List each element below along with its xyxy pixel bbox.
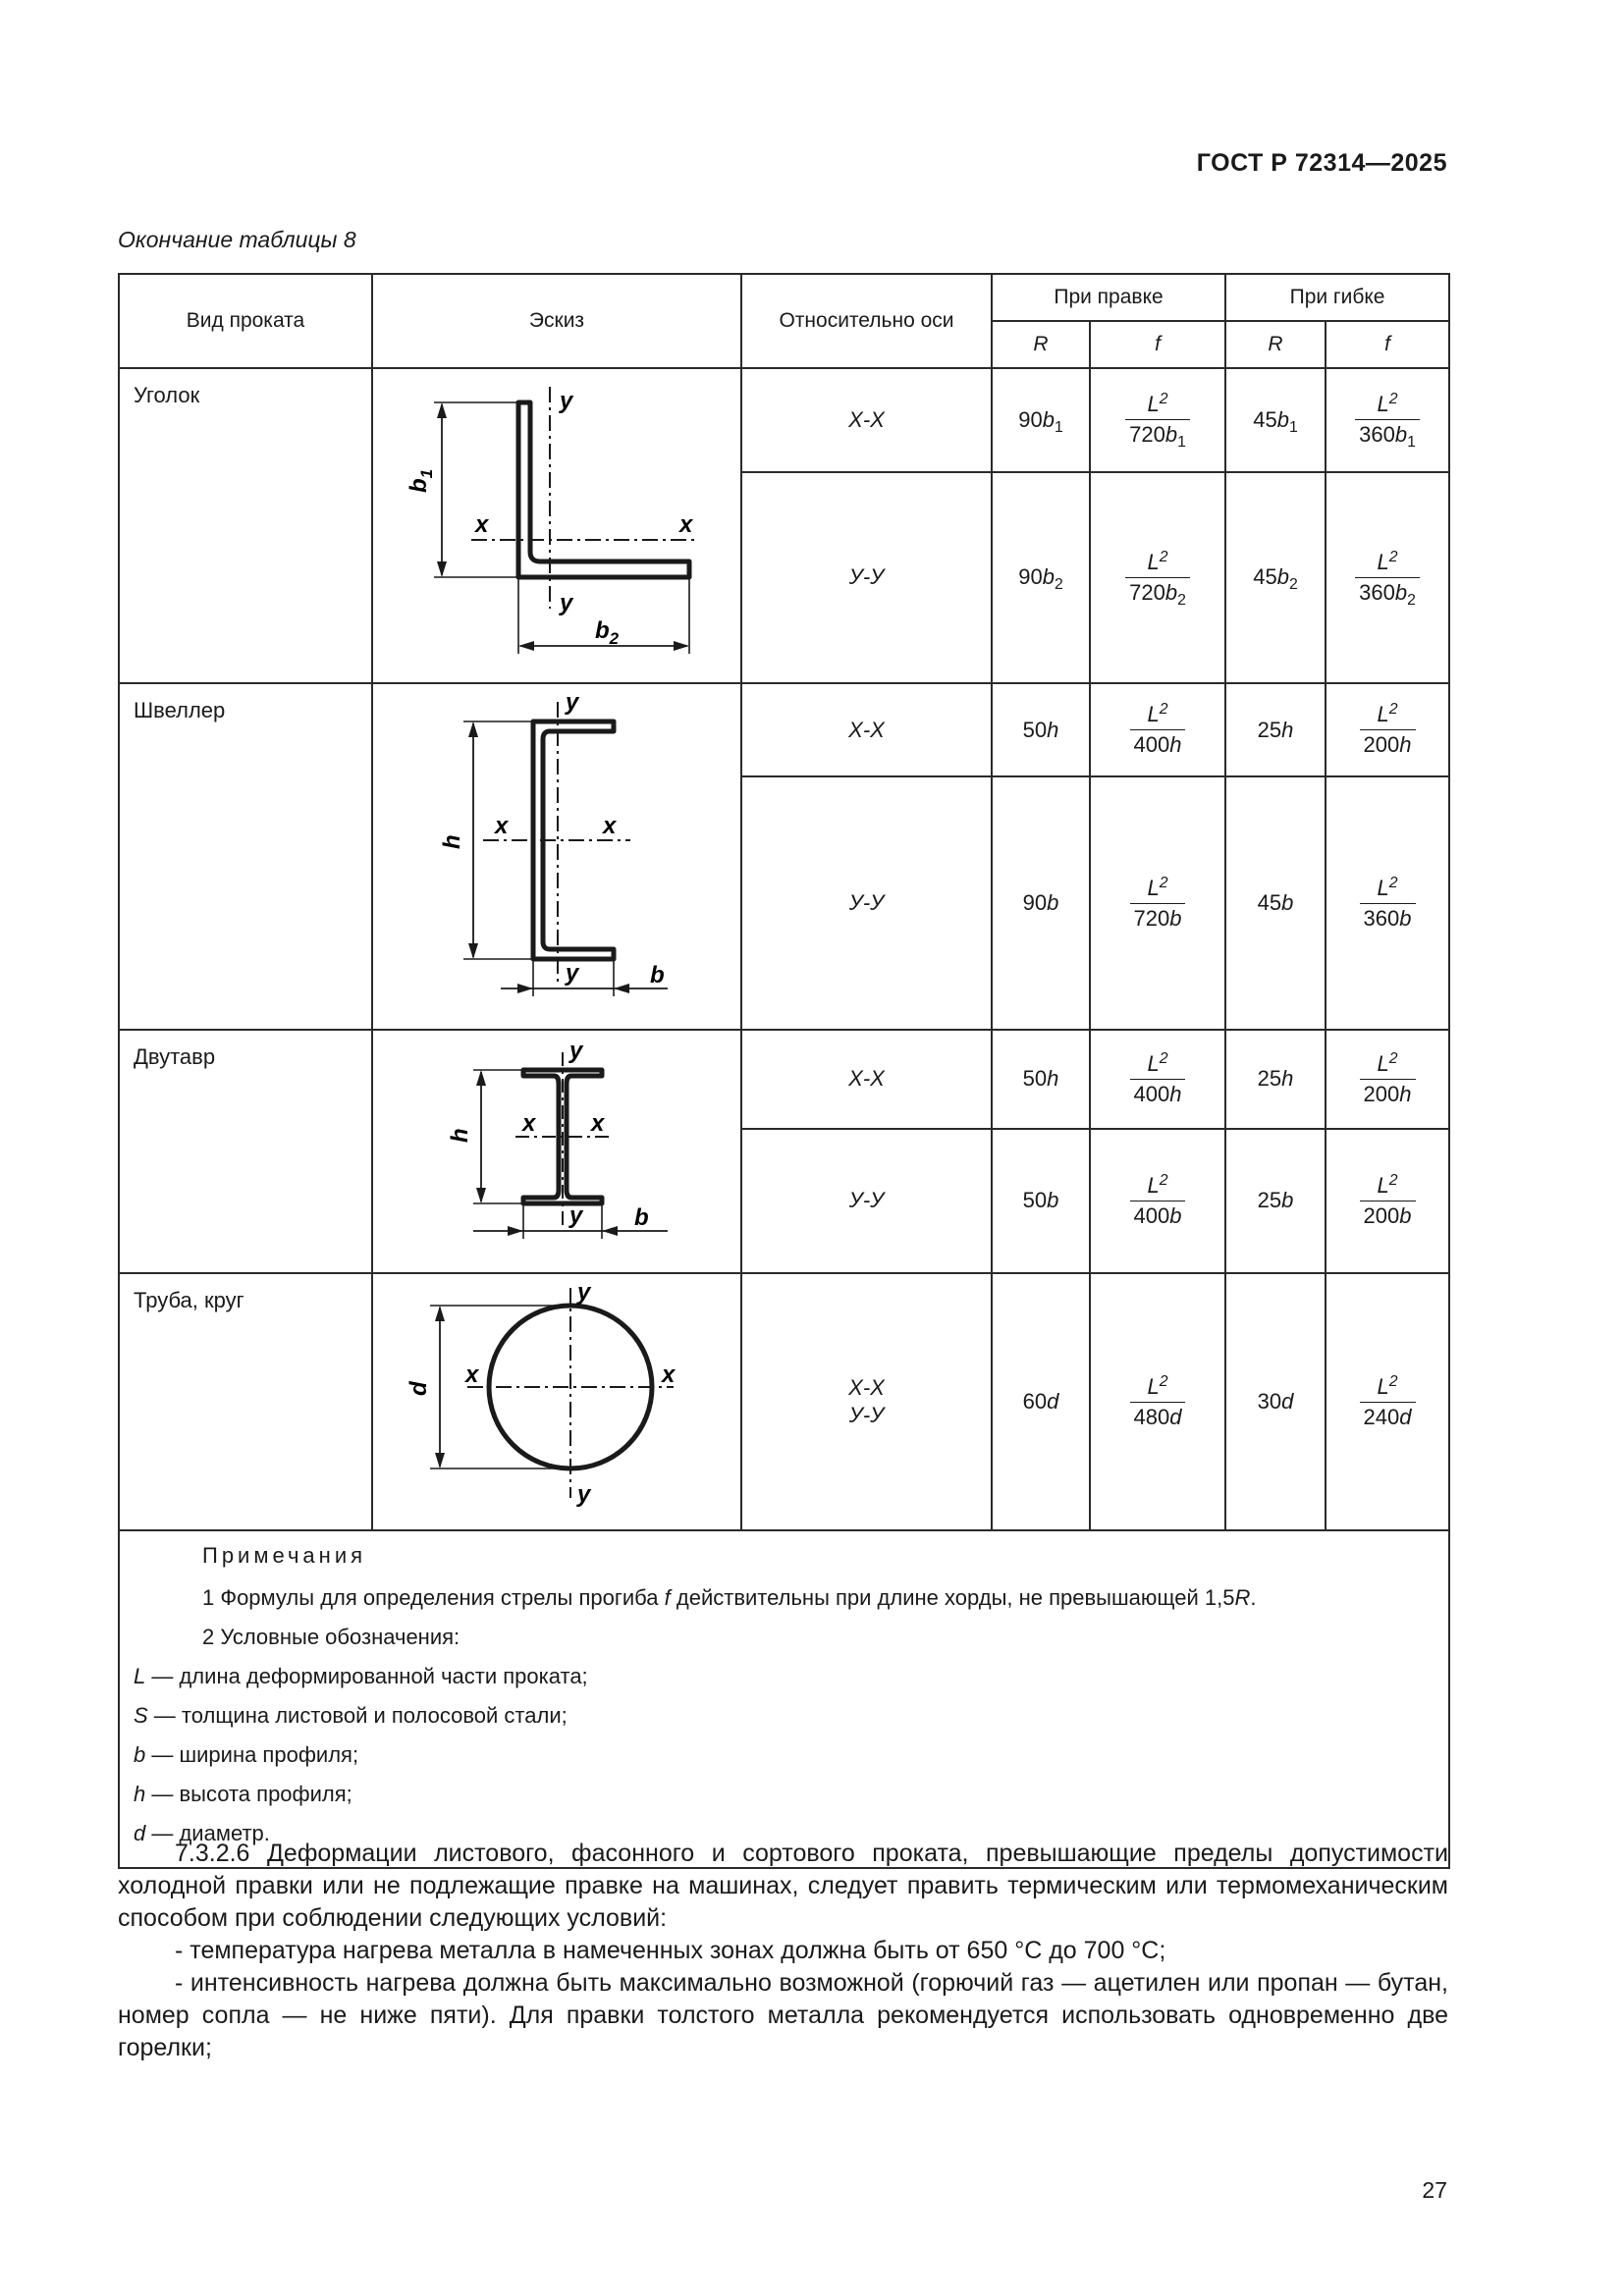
- ibeam-yy-R-bend: [1225, 1129, 1326, 1273]
- formula-denominator: 200h: [1363, 1081, 1412, 1106]
- channel-yy-R-straight: [992, 776, 1090, 1030]
- channel-xx-R-straight-value: 50h: [1022, 717, 1059, 742]
- channel-label-h: h: [439, 834, 465, 849]
- channel-yy-f-straight: [1090, 776, 1225, 1030]
- formula-denominator: $720b_2$: [1129, 579, 1186, 609]
- formula-denominator: 400b: [1133, 1202, 1182, 1228]
- formula: [1355, 548, 1420, 609]
- ibeam-yy-R-straight: [992, 1129, 1090, 1273]
- document-code: ГОСТ Р 72314—2025: [1196, 149, 1447, 177]
- pipe-label-x-left: x: [465, 1362, 479, 1388]
- table-row: [119, 1273, 1449, 1530]
- ibeam-axis-xx: X-X: [741, 1030, 992, 1129]
- pipe-label-x-right: x: [662, 1362, 676, 1388]
- angle-xx-R-straight-value: $90b_1$: [1018, 406, 1063, 436]
- pipe-axis-xx: X-X: [848, 1375, 885, 1400]
- angle-yy-R-bend: [1225, 472, 1326, 683]
- ibeam-xx-R-bend: [1225, 1030, 1326, 1129]
- formula-denominator: 400h: [1133, 1081, 1182, 1106]
- pipe-section-diagram: [373, 1274, 742, 1523]
- ibeam-label-x-left: x: [522, 1110, 536, 1137]
- angle-label-b2: $b_2$: [595, 617, 620, 648]
- channel-xx-R-bend-value: 25h: [1257, 717, 1294, 742]
- formula-numerator: $L^2$: [1377, 1172, 1398, 1198]
- ibeam-axis-yy: У-У: [741, 1129, 992, 1273]
- angle-label-y-bottom: y: [560, 590, 573, 616]
- channel-xx-R-bend: [1225, 683, 1326, 776]
- formula-numerator: $L^2$: [1147, 701, 1168, 727]
- channel-sketch: [372, 683, 741, 1030]
- ibeam-label-y-bottom: y: [569, 1202, 583, 1229]
- channel-label-y-bottom: y: [566, 960, 579, 987]
- channel-label-y-top: y: [566, 689, 579, 716]
- channel-axis-yy: У-У: [741, 776, 992, 1030]
- header-type: Вид проката: [119, 274, 372, 368]
- pipe-f-bend: [1326, 1273, 1449, 1530]
- channel-label-b: b: [650, 962, 665, 988]
- formula: [1360, 876, 1416, 932]
- formula-numerator: $L^2$: [1147, 874, 1168, 900]
- ibeam-xx-R-straight-value: 50h: [1022, 1066, 1059, 1092]
- header-sketch: Эскиз: [372, 274, 741, 368]
- angle-label-x-left: x: [475, 511, 489, 538]
- formula-numerator: $L^2$: [1147, 1372, 1168, 1399]
- pipe-label-y-top: y: [577, 1279, 591, 1306]
- formula: [1130, 702, 1186, 758]
- channel-yy-f-bend: [1326, 776, 1449, 1030]
- channel-xx-f-bend: [1326, 683, 1449, 776]
- formula: [1130, 1374, 1186, 1430]
- note-1: 1 Формулы для определения стрелы прогиба f действительны при длине хорды, не превышающей 1,5R.: [202, 1585, 1257, 1610]
- table-row: [119, 683, 1449, 776]
- formula: [1360, 1173, 1416, 1229]
- formula: [1360, 702, 1416, 758]
- subheader-R-bend: R: [1225, 321, 1326, 368]
- angle-axis-yy: У-У: [741, 472, 992, 683]
- note-def-h: h — высота профиля;: [134, 1782, 352, 1806]
- ibeam-yy-f-bend: [1326, 1129, 1449, 1273]
- ibeam-label-x-right: x: [591, 1110, 605, 1137]
- row-ibeam-name: Двутавр: [119, 1030, 372, 1273]
- table-row: [119, 1030, 1449, 1129]
- ibeam-yy-R-straight-value: 50b: [1022, 1188, 1059, 1213]
- header-straightening: При правке: [992, 274, 1225, 321]
- formula: [1125, 391, 1190, 452]
- angle-xx-R-bend-value: $45b_1$: [1253, 406, 1298, 436]
- notes-title: Примечания: [202, 1543, 367, 1568]
- angle-xx-R-straight: [992, 368, 1090, 472]
- body-text: [118, 1838, 1448, 2064]
- note-def-L: L — длина деформированной части проката;: [134, 1664, 588, 1688]
- channel-axis-xx: X-X: [741, 683, 992, 776]
- row-channel-name: Швеллер: [119, 683, 372, 1030]
- row-angle-name: Уголок: [119, 368, 372, 683]
- formula: [1355, 391, 1420, 452]
- formula: [1130, 1173, 1186, 1229]
- ibeam-label-b: b: [634, 1204, 649, 1231]
- note-def-b: b — ширина профиля;: [134, 1742, 359, 1767]
- subheader-f-bend: f: [1326, 321, 1449, 368]
- formula: [1130, 876, 1186, 932]
- formula: [1125, 548, 1190, 609]
- formula-denominator: 720b: [1133, 905, 1182, 931]
- ibeam-xx-f-straight: [1090, 1030, 1225, 1129]
- subheader-R-straight: R: [992, 321, 1090, 368]
- formula-denominator: 480d: [1133, 1404, 1182, 1429]
- pipe-R-straight-value: 60d: [1022, 1389, 1059, 1414]
- pipe-R-bend: [1225, 1273, 1326, 1530]
- angle-label-b1: $b_1$: [406, 468, 436, 493]
- formula-denominator: $360b_1$: [1359, 422, 1416, 452]
- channel-yy-R-straight-value: 90b: [1022, 890, 1059, 916]
- header-axis: Относительно оси: [741, 274, 992, 368]
- ibeam-yy-R-bend-value: 25b: [1257, 1188, 1294, 1213]
- pipe-sketch: [372, 1273, 741, 1530]
- pipe-f-straight: [1090, 1273, 1225, 1530]
- note-def-d: d — диаметр.: [134, 1821, 270, 1845]
- angle-yy-f-straight: [1090, 472, 1225, 683]
- formula-denominator: 240d: [1363, 1404, 1412, 1429]
- channel-xx-f-straight: [1090, 683, 1225, 776]
- formula-numerator: $L^2$: [1377, 548, 1398, 574]
- pipe-label-d: d: [406, 1381, 432, 1396]
- angle-label-x-right: x: [679, 511, 693, 538]
- pipe-axis-yy: У-У: [848, 1403, 885, 1427]
- angle-sketch: [372, 368, 741, 683]
- channel-label-x-right: x: [603, 813, 617, 839]
- formula-numerator: $L^2$: [1147, 548, 1168, 574]
- bullet-temperature: - температура нагрева металла в намеченных зонах должна быть от 650 °С до 700 °С;: [175, 1937, 1166, 1964]
- formula-numerator: $L^2$: [1377, 874, 1398, 900]
- pipe-R-bend-value: 30d: [1257, 1389, 1294, 1414]
- angle-axis-xx: X-X: [741, 368, 992, 472]
- ibeam-sketch: [372, 1030, 741, 1273]
- channel-section-diagram: [373, 684, 742, 1023]
- ibeam-xx-R-bend-value: 25h: [1257, 1066, 1294, 1092]
- ibeam-section-diagram: [373, 1031, 742, 1266]
- formula-denominator: 360b: [1363, 905, 1412, 931]
- angle-yy-R-bend-value: $45b_2$: [1253, 564, 1298, 594]
- ibeam-xx-R-straight: [992, 1030, 1090, 1129]
- formula-denominator: $720b_1$: [1129, 422, 1186, 452]
- angle-xx-f-straight: [1090, 368, 1225, 472]
- formula-numerator: $L^2$: [1147, 391, 1168, 417]
- angle-section-diagram: [373, 369, 742, 676]
- formula-numerator: $L^2$: [1377, 1050, 1398, 1076]
- angle-yy-R-straight: [992, 472, 1090, 683]
- channel-xx-R-straight: [992, 683, 1090, 776]
- formula-denominator: 200b: [1363, 1202, 1412, 1228]
- table-notes: [119, 1530, 1449, 1868]
- angle-xx-R-bend: [1225, 368, 1326, 472]
- note-def-S: S — толщина листовой и полосовой стали;: [134, 1703, 568, 1728]
- channel-yy-R-bend: [1225, 776, 1326, 1030]
- table-row: [119, 368, 1449, 472]
- page-number: 27: [1422, 2177, 1447, 2203]
- note-2: 2 Условные обозначения:: [202, 1625, 460, 1649]
- formula-denominator: 400h: [1133, 732, 1182, 758]
- formula-numerator: $L^2$: [1377, 391, 1398, 417]
- angle-yy-R-straight-value: $90b_2$: [1018, 564, 1063, 594]
- ibeam-yy-f-straight: [1090, 1129, 1225, 1273]
- subheader-f-straight: f: [1090, 321, 1225, 368]
- formula: [1360, 1051, 1416, 1107]
- formula-numerator: $L^2$: [1147, 1172, 1168, 1198]
- channel-yy-R-bend-value: 45b: [1257, 890, 1294, 916]
- row-pipe-name: Труба, круг: [119, 1273, 372, 1530]
- pipe-axes: [741, 1273, 992, 1530]
- header-bending: При гибке: [1225, 274, 1449, 321]
- ibeam-xx-f-bend: [1326, 1030, 1449, 1129]
- pipe-label-y-bottom: y: [577, 1481, 591, 1508]
- formula: [1360, 1374, 1416, 1430]
- paragraph-7-3-2-6: 7.3.2.6 Деформации листового, фасонного и сортового проката, превышающие пределы допустимости холодной правки или не подлежащие правке на машинах, следует править термическим или термомеханическим способом при соблюдении следующих условий:: [118, 1840, 1448, 1932]
- channel-label-x-left: x: [495, 813, 509, 839]
- table-caption: Окончание таблицы 8: [118, 227, 356, 252]
- ibeam-label-y-top: y: [569, 1038, 583, 1064]
- bullet-intensity: - интенсивность нагрева должна быть максимально возможной (горючий газ — ацетилен или пропан — бутан, номер сопла — не ниже пяти). Для правки толстого металла рекомендуется использовать одновременно две горелки;: [118, 1969, 1448, 2061]
- pipe-R-straight: [992, 1273, 1090, 1530]
- angle-xx-f-bend: [1326, 368, 1449, 472]
- formula-denominator: 200h: [1363, 732, 1412, 758]
- formula: [1130, 1051, 1186, 1107]
- ibeam-label-h: h: [447, 1128, 473, 1143]
- formula-denominator: $360b_2$: [1359, 579, 1416, 609]
- angle-label-y-top: y: [560, 388, 573, 414]
- deformation-table: [118, 273, 1450, 1869]
- angle-yy-f-bend: [1326, 472, 1449, 683]
- formula-numerator: $L^2$: [1147, 1050, 1168, 1076]
- formula-numerator: $L^2$: [1377, 1372, 1398, 1399]
- formula-numerator: $L^2$: [1377, 701, 1398, 727]
